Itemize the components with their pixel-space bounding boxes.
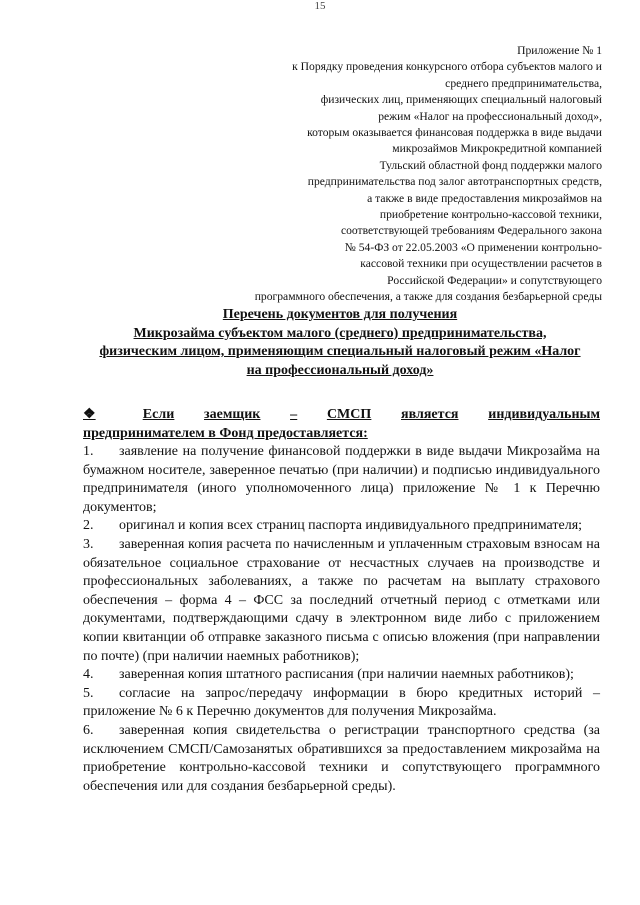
list-item xyxy=(83,666,600,685)
appendix-line: соответствующей требованиям Федерального закона xyxy=(340,224,602,238)
appendix-line: к Порядку проведения конкурсного отбора субъектов малого и xyxy=(292,60,602,74)
appendix-line: программного обеспечения, а также для создания безбарьерной среды xyxy=(254,290,602,304)
item-number: 6. xyxy=(83,722,94,738)
item-number: 3. xyxy=(83,536,94,552)
title-line: Микрозайма субъектом малого (среднего) предпринимательства, xyxy=(133,325,547,341)
item-text: заверенная копия штатного расписания (при наличии наемных работников); xyxy=(119,667,574,683)
heading-word: Если xyxy=(142,407,175,422)
list-item xyxy=(83,685,600,722)
title-line: физическим лицом, применяющим специальный налоговый режим «Налог xyxy=(99,344,581,359)
document-title xyxy=(70,306,610,380)
title-line: Перечень документов для получения xyxy=(222,307,458,322)
item-text: заверенная копия расчета по начисленным и уплаченным страховым взносам на обязательное социальное страхование от несчастных случаев на производстве и профессиональных заболеваниях, а также по расчетам на выплату страхового обеспечения – форма 4 – ФСС за последний отчетный период с отметками или документами, подтверждающими сдачу в электронном виде либо с приложением копии квитанции об отправке заказного письма с описью вложения (при направлении по почте) (при наличии наемных работников); xyxy=(83,536,600,664)
appendix-line: Приложение № 1 xyxy=(517,44,602,57)
document-list xyxy=(83,443,600,796)
heading-word: является xyxy=(401,407,459,422)
appendix-line: предпринимательства под залог автотранспортных средств, xyxy=(307,175,602,189)
appendix-line: режим «Налог на профессиональный доход», xyxy=(378,109,602,123)
appendix-line: микрозаймов Микрокредитной компанией xyxy=(392,142,602,156)
list-item xyxy=(83,443,600,517)
appendix-header xyxy=(182,43,602,306)
list-item xyxy=(83,722,600,796)
heading-word: – xyxy=(290,407,298,422)
appendix-line: Российской Федерации» и сопутствующего xyxy=(387,273,602,287)
item-number: 4. xyxy=(83,667,94,683)
heading-line: предпринимателем в Фонд предоставляется: xyxy=(83,425,368,441)
item-text: согласие на запрос/передачу информации в бюро кредитных историй – приложение № 6 к Перечню документов для получения Микрозайма. xyxy=(83,685,600,720)
title-line: на профессиональный доход» xyxy=(246,362,434,378)
appendix-line: среднего предпринимательства, xyxy=(445,76,602,90)
heading-word: СМСП xyxy=(326,407,372,422)
item-number: 1. xyxy=(83,444,94,459)
appendix-line: а также в виде предоставления микрозаймов на xyxy=(367,191,602,205)
item-text: заявление на получение финансовой поддержки в виде выдачи Микрозайма на бумажном носителе, заверенное печатью (при наличии) и подписью индивидуального предпринимателя (иного уполномоченного лица) приложение № 1 к Перечню документов; xyxy=(83,444,600,515)
appendix-line: № 54-ФЗ от 22.05.2003 «О применении контрольно- xyxy=(344,240,602,254)
appendix-line: кассовой техники при осуществлении расчетов в xyxy=(360,257,602,271)
item-text: оригинал и копия всех страниц паспорта индивидуального предпринимателя; xyxy=(119,518,583,534)
appendix-line: физических лиц, применяющих специальный налоговый xyxy=(320,93,602,107)
diamond-bullet-icon: ❖ xyxy=(83,407,96,422)
heading-word: заемщик xyxy=(204,407,261,422)
list-item xyxy=(83,517,600,536)
appendix-line: которым оказывается финансовая поддержка в виде выдачи xyxy=(307,126,602,140)
item-number: 2. xyxy=(83,518,94,534)
appendix-line: Тульский областной фонд поддержки малого xyxy=(379,158,602,172)
appendix-line: приобретение контрольно-кассовой техники, xyxy=(379,208,602,222)
heading-word: индивидуальным xyxy=(488,407,600,422)
page-number: 15 xyxy=(314,0,326,12)
section-heading xyxy=(83,406,600,443)
item-text: заверенная копия свидетельства о регистрации транспортного средства (за исключением СМСП/Самозанятых обратившихся за предоставлением микрозайма на приобретение контрольно-кассовой техники и сопутствующего программного обеспечения или для создания безбарьерной среды). xyxy=(83,722,600,794)
list-item xyxy=(83,536,600,666)
item-number: 5. xyxy=(83,685,94,701)
